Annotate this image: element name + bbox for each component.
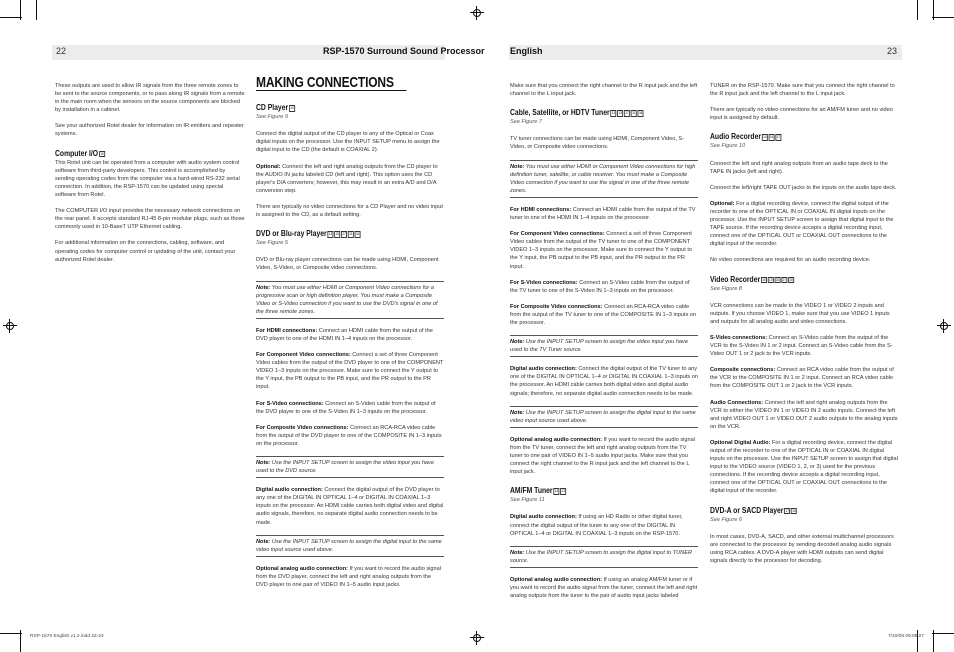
section-heading: Audio Recorder 14 16 17	[710, 132, 781, 142]
callout-badge: 15	[762, 277, 766, 282]
page-number-left: 22	[56, 46, 67, 56]
callout-badge: 17	[785, 508, 789, 513]
paragraph: Connect the left/right TAPE OUT jacks to the inputs on the audio tape deck.	[710, 184, 897, 191]
paragraph: Optional Digital Audio: For a digital recording device, connect the digital output of the recorder to one of the OPTICAL IN or COAXIAL IN digital inputs on the processor. Use the INPUT SETUP screen to assign that digital input to the VIDEO source (VIDEO 1, 2, or 3) used for the previous connections. If the recording device accepts a digital recording input, connect one of the OPTICAL OUT or COAXIAL OUT connections to the digital input of the recorder.	[710, 439, 898, 495]
left-column-2	[256, 74, 444, 597]
paragraph: DVD or Blu-ray player connections can be made using HDMI, Component Video, S-Video, or Composite video connections.	[256, 257, 439, 272]
callout-badge: 15	[335, 232, 339, 237]
crop-mark	[933, 0, 934, 20]
paragraph: For S-Video connections: Connect an S-Video cable from the output of the TV tuner to one of the S-Video IN 1–3 inputs on the processor.	[510, 279, 690, 294]
header-band-right	[509, 45, 902, 60]
callout-badge: 16	[769, 135, 774, 140]
paragraph: This Rotel unit can be operated from a computer with audio system control software from third-party developers. This control is accomplished by sending operating codes from the computer via a hard-wired RS-232 serial connection. In addition, the RSP-1570 can be updated using special software from Rotel.	[55, 159, 240, 199]
paragraph: Connect the left and right analog outputs from an audio tape deck to the TAPE IN jacks (left and right).	[710, 160, 888, 175]
paragraph: Composite connections: Connect an RCA video cable from the output of the VCR to the COMPOSITE IN 1 or 2 input. Connect an RCA video cable from the COMPOSITE OUT 1 or 2 jack to the VCR inputs.	[710, 367, 894, 390]
callout-badge: 19	[100, 151, 104, 156]
registration-mark-icon	[470, 631, 484, 645]
callout-badge: 19	[769, 277, 773, 282]
paragraph: See your authorized Rotel dealer for information on IR emitters and repeater systems.	[55, 123, 244, 138]
paragraph: For HDMI connections: Connect an HDMI cable from the output of the TV tuner to one of the HDMI IN 1–4 inputs on the processor.	[510, 206, 696, 222]
section-heading: Video Recorder 15 19 20 27 28	[710, 274, 793, 284]
footer-slug-left: RSP-1570 English v1.2.indd 22-23	[30, 634, 104, 639]
callout-badge: 15	[618, 111, 622, 116]
paragraph: S-Video connections: Connect an S-Video cable from the output of the VCR to the S-Video IN 1 or 2 input. Connect an S-Video cable from the S-Video OUT 1 or 2 jack to the VCR inputs.	[710, 334, 893, 358]
paragraph: No video connections are required for an audio recording device.	[710, 257, 871, 264]
paragraph: Digital audio connection: Connect the digital output of the TV tuner to any one of the DIGITAL IN OPTICAL 1–4 or DIGITAL IN COAXIAL 1–3 inputs on the processor. An HDMI cable carries both digital video and digital audio signals; therefore, no separate digital audio connection needs to be made.	[510, 366, 698, 397]
paragraph: The COMPUTER I/O input provides the necessary network connections on the rear panel. It accepts standard RJ-45 8-pin modular plugs, such as those commonly used in 10-BaseT UTP Ethernet cabling.	[55, 208, 245, 231]
running-head-left: RSP-1570 Surround Sound Processor	[323, 46, 485, 56]
paragraph: In most cases, DVD-A, SACD, and other external multichannel processors are connected to the processor by sending decoded analog audio signals using RCA cables. A DVD-A player with HDMI outputs can send digital signals directly to the processor for decoding.	[710, 533, 894, 565]
note-box: Note: Use the INPUT SETUP screen to assign the digital input to the same video input source used above.	[510, 406, 698, 428]
callout-badge: 31	[349, 232, 353, 237]
figure-reference: See Figure 6	[710, 516, 743, 523]
paragraph: Optional analog audio connection: If you want to record the audio signal from the DVD player, connect the left and right analog outputs from the DVD player to one pair of VIDEO IN 1–5 audio input jacks.	[256, 565, 441, 589]
callout-badge: 34	[792, 508, 796, 513]
paragraph: There are typically no video connections for an AM/FM tuner and no video input is assigned by default.	[710, 107, 893, 122]
right-column-2	[710, 82, 900, 573]
paragraph: Audio Connections: Connect the left and right analog outputs from the VCR to either the VIDEO IN 1 or VIDEO IN 2 audio inputs. Connect the left and right VIDEO OUT 1 or VIDEO OUT 2 audio outputs to the analog inputs on the VCR.	[710, 399, 898, 430]
registration-mark-icon	[470, 6, 484, 20]
note-box: Note: You must use either HDMI or Component Video connections for high definition tuner, satellite, or cable receiver. You must make a Composite Video connection if you want to use the signal in one of the three remote zones.	[510, 160, 698, 198]
paragraph: Optional: For a digital recording device, connect the digital output of the recorder to one of the OPTICAL IN or COAXIAL IN digital inputs on the processor. Use the INPUT SETUP screen to assign that digital input to the TAPE source. If the recording device accepts a digital recording input, connect one of the OPTICAL OUT or COAXIAL OUT connections to the digital input of the recorder.	[710, 200, 894, 248]
registration-mark-icon	[937, 319, 951, 333]
paragraph: TV tuner connections can be made using HDMI, Component Video, S-Video, or Composite video connections.	[510, 136, 685, 151]
crop-mark	[917, 0, 918, 20]
callout-badge: 10	[290, 106, 294, 111]
figure-reference: See Figure 7	[510, 119, 543, 126]
note-box: Note: Use the INPUT SETUP screen to assign the digital input to the same video input source used above.	[256, 535, 444, 557]
section-heading: Computer I/O 19	[55, 148, 104, 158]
crop-mark	[36, 0, 37, 20]
section-heading: DVD-A or SACD Player 17 34	[710, 505, 796, 515]
paragraph: Connect the digital output of the CD player to any of the Optical or Coax digital inputs on the processor. Use the INPUT SETUP menu to assign the digital input to the CD (the default is COAXIAL 2).	[256, 131, 440, 154]
crop-mark	[20, 630, 21, 652]
paragraph: Optional: Connect the left and right analog outputs from the CD player to the AUDIO IN jacks labeled CD (left and right). This option uses the CD player's D/A converters; however, this may result in an extra A/D and D/A conversion step.	[256, 163, 438, 194]
callout-badge: 27	[782, 277, 787, 282]
callout-badge: 23	[561, 489, 565, 494]
callout-badge: 17	[776, 135, 781, 140]
paragraph: For Component Video connections: Connect a set of three Component Video cables from the output of the TV tuner to one of the COMPONENT VIDEO 1–3 inputs on the processor. Make sure to connect the Y output to the Y input, the PB output to the PB input, and the PR output to the PR input.	[510, 231, 693, 270]
figure-reference: See Figure 11	[510, 497, 545, 504]
paragraph: TUNER on the RSP-1570. Make sure that you connect the right channel to the R input jack and the left channel to the L input jack.	[710, 83, 895, 98]
callout-badge: 13	[328, 232, 333, 237]
crop-mark	[0, 633, 22, 634]
figure-reference: See Figure 9	[256, 114, 289, 121]
registration-mark-icon	[3, 319, 17, 333]
note-box: Note: Use the INPUT SETUP screen to assign the video input you have used to the TV Tuner source.	[510, 335, 698, 357]
figure-reference: See Figure 5	[256, 240, 289, 247]
callout-badge: 14	[554, 489, 559, 494]
crop-mark	[932, 17, 954, 18]
callout-badge: 34	[638, 111, 643, 116]
crop-mark	[933, 630, 934, 652]
note-box: Note: You must use either HDMI or Component Video connections for a progressive scan or high definition player. You must make a Composite Video or S-Video connection if you want to use the DVD's signal in one of the three remote zones.	[256, 281, 444, 319]
paragraph: For additional information on the connections, cabling, software, and operating codes for computer control or updating of the unit, contact your authorized Rotel dealer.	[55, 240, 236, 263]
crop-mark	[0, 17, 22, 18]
paragraph: Make sure that you connect the right channel to the R input jack and the left channel to the L input jack.	[510, 83, 698, 98]
running-head-right: English	[510, 46, 543, 56]
paragraph: For HDMI connections: Connect an HDMI cable from the output of the DVD player to one of the HDMI IN 1–4 inputs on the processor.	[256, 327, 433, 342]
paragraph: Digital audio connection: Connect the digital output of the DVD player to any one of the DIGITAL IN OPTICAL 1–4 or DIGITAL IN COAXIAL 1–3 inputs on the processor. An HDMI cable carries both digital video and digital audio signals, therefore, no separate digital audio connection needs to be made.	[256, 487, 444, 526]
paragraph: Optional analog audio connection: If using an analog AM/FM tuner or if you want to record the audio signal from the tuner, connect the left and right analog outputs from the tuner to the pair of audio input jacks labeled	[510, 576, 698, 600]
section-heading: CD Player 10	[256, 103, 294, 113]
callout-badge: 27	[342, 232, 346, 237]
callout-badge: 14	[763, 135, 767, 140]
paragraph: For S-Video connections: Connect an S-Video cable from the output of the DVD player to one of the S-Video IN 1–3 inputs on the processor.	[256, 400, 436, 415]
paragraph: Digital audio connection: If using an HD Radio or other digital tuner, connect the digital output of the tuner to any one of the DIGITAL IN OPTICAL 1–4 or DIGITAL IN COAXIAL 1–3 inputs on the RSP-1570.	[510, 514, 683, 537]
paragraph: For Component Video connections: Connect a set of three Component Video cables from the output of the DVD player to one of the COMPONENT VIDEO 1–3 inputs on the processor. Make sure to connect the Y output to the Y input, the PB output to the PB input, and the PR output to the PR input.	[256, 352, 444, 391]
paragraph: For Composite Video connections: Connect an RCA-RCA video cable from the output of the DVD player to one of the COMPOSITE IN 1–3 inputs on the processor.	[256, 424, 442, 447]
paragraph: For Composite Video connections: Connect an RCA-RCA video cable from the output of the TV tuner to one of the COMPOSITE IN 1–3 inputs on the processor.	[510, 303, 697, 326]
callout-badge: 28	[789, 277, 793, 282]
right-column-1	[510, 82, 698, 608]
crop-mark	[20, 0, 21, 20]
left-column-1	[55, 82, 245, 272]
crop-mark	[932, 633, 954, 634]
page-number-right: 23	[887, 46, 898, 56]
paragraph: These outputs are used to allow IR signals from the three remote zones to be sent to the source components, or to pass along IR signals from a remote in the main room when the sensors on the source components are blocked by installation in a cabinet.	[55, 83, 245, 114]
callout-badge: 34	[355, 232, 360, 237]
paragraph: There are typically no video connections for a CD Player and no video input is assigned to the CD, as a default setting.	[256, 203, 443, 219]
callout-badge: 31	[632, 111, 636, 116]
note-box: Note: Use the INPUT SETUP screen to assign the video input you have used to the DVD source.	[256, 456, 444, 478]
paragraph: VCR connections can be made to the VIDEO 1 or VIDEO 2 inputs and outputs. If you choose VIDEO 1, make sure that you use VIDEO 1 inputs and outputs for all analog audio and video connections.	[710, 302, 890, 325]
section-heading: DVD or Blu-ray Player 13 15 27 31 34	[256, 229, 360, 239]
callout-badge: 27	[625, 111, 629, 116]
callout-badge: 20	[775, 277, 780, 282]
section-heading: Cable, Satellite, or HDTV Tuner 13 15 27 31 34	[510, 108, 643, 118]
footer-slug-right: 7/10/08 09:05:27	[888, 634, 925, 639]
callout-badge: 13	[611, 111, 616, 116]
figure-reference: See Figure 8	[710, 285, 743, 292]
section-heading: AM/FM Tuner 14 23	[510, 486, 565, 496]
page-title: MAKING CONNECTIONS	[256, 79, 406, 91]
paragraph: Optional analog audio connection: If you want to record the audio signal from the TV tuner, connect the left and right analog outputs from the TV tuner to one pair of VIDEO IN 1–5 audio input jacks. Make sure that you connect the right channel to the R input jack and the left channel to the L input jack.	[510, 436, 695, 476]
note-box: Note: Use the INPUT SETUP screen to assign the digital input to TUNER source.	[510, 546, 698, 568]
figure-reference: See Figure 10	[710, 143, 746, 150]
